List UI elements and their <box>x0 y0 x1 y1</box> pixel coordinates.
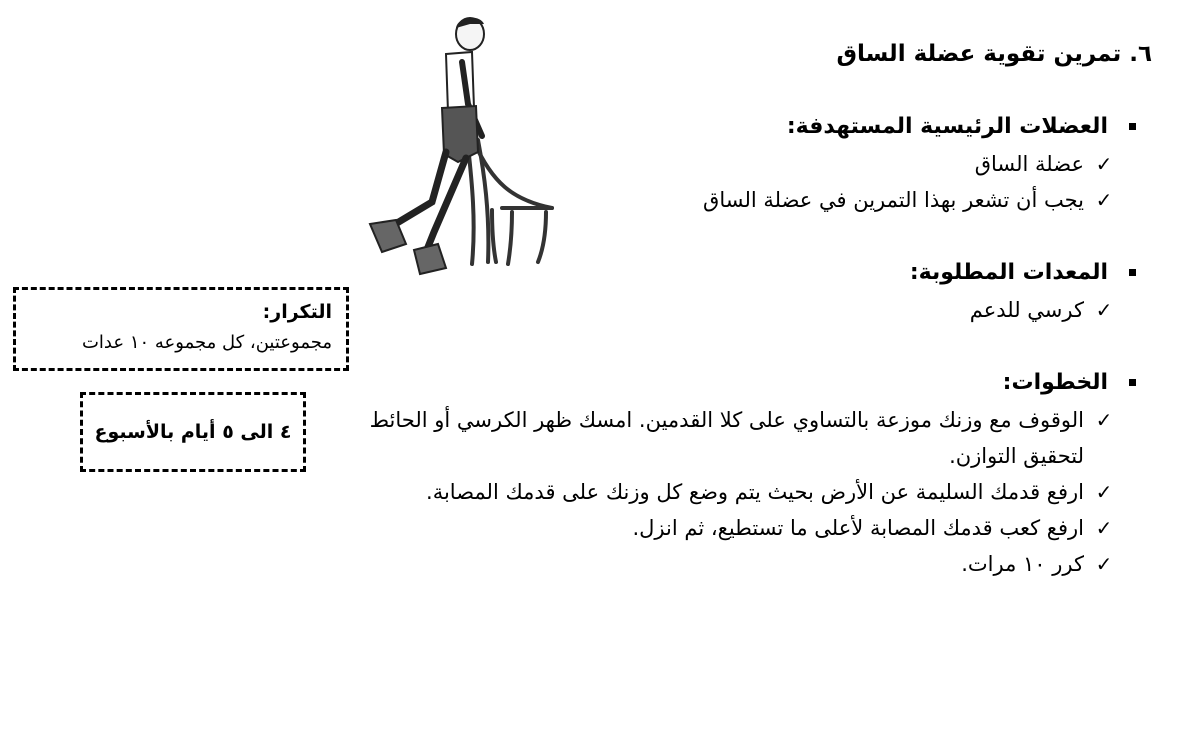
checkmark-icon: ✓ <box>1095 298 1113 322</box>
frequency-text: ٤ الى ٥ أيام بالأسبوع <box>94 421 292 443</box>
list-item <box>336 182 1113 218</box>
list-item <box>336 292 1113 328</box>
repetitions-value: مجموعتين، كل مجموعه ١٠ عدات <box>81 332 332 353</box>
list-item-text: ارفع كعب قدمك المصابة لأعلى ما تستطيع، ثم انزل. <box>632 516 1084 540</box>
section-steps <box>336 364 1113 582</box>
section-heading <box>336 254 1108 292</box>
list-item-text: كرر ١٠ مرات. <box>961 552 1084 576</box>
section-heading-text: العضلات الرئيسية المستهدفة: <box>786 114 1108 139</box>
exercise-title: ٦. تمرين تقوية عضلة الساق <box>836 41 1152 67</box>
section-heading-text: الخطوات: <box>1002 370 1108 395</box>
instructions <box>336 108 1113 618</box>
item-list <box>336 402 1113 582</box>
list-item <box>336 474 1113 510</box>
checkmark-icon: ✓ <box>1095 152 1113 176</box>
item-list <box>336 292 1113 328</box>
list-item-text: يجب أن تشعر بهذا التمرين في عضلة الساق <box>703 188 1084 212</box>
list-item-text: عضلة الساق <box>974 152 1084 176</box>
section-equipment <box>336 254 1113 328</box>
checkmark-icon: ✓ <box>1095 408 1113 432</box>
repetitions-box <box>13 287 349 371</box>
section-target-muscles <box>336 108 1113 218</box>
list-item-text: ارفع قدمك السليمة عن الأرض بحيث يتم وضع كل وزنك على قدمك المصابة. <box>426 480 1084 504</box>
repetitions-label: التكرار: <box>262 301 332 323</box>
list-item-text: كرسي للدعم <box>969 298 1084 322</box>
list-item <box>336 146 1113 182</box>
list-item-text: الوقوف مع وزنك موزعة بالتساوي على كلا القدمين. امسك ظهر الكرسي أو الحائط لتحقيق التوازن. <box>369 408 1084 468</box>
list-item <box>336 402 1113 474</box>
checkmark-icon: ✓ <box>1095 188 1113 212</box>
square-bullet-icon <box>1129 269 1136 276</box>
section-heading <box>336 108 1108 146</box>
checkmark-icon: ✓ <box>1095 480 1113 504</box>
checkmark-icon: ✓ <box>1095 516 1113 540</box>
frequency-box <box>80 392 306 472</box>
section-heading <box>336 364 1108 402</box>
item-list <box>336 146 1113 218</box>
section-heading-text: المعدات المطلوبة: <box>909 260 1108 285</box>
square-bullet-icon <box>1129 123 1136 130</box>
checkmark-icon: ✓ <box>1095 552 1113 576</box>
list-item <box>336 510 1113 546</box>
square-bullet-icon <box>1129 379 1136 386</box>
list-item <box>336 546 1113 582</box>
